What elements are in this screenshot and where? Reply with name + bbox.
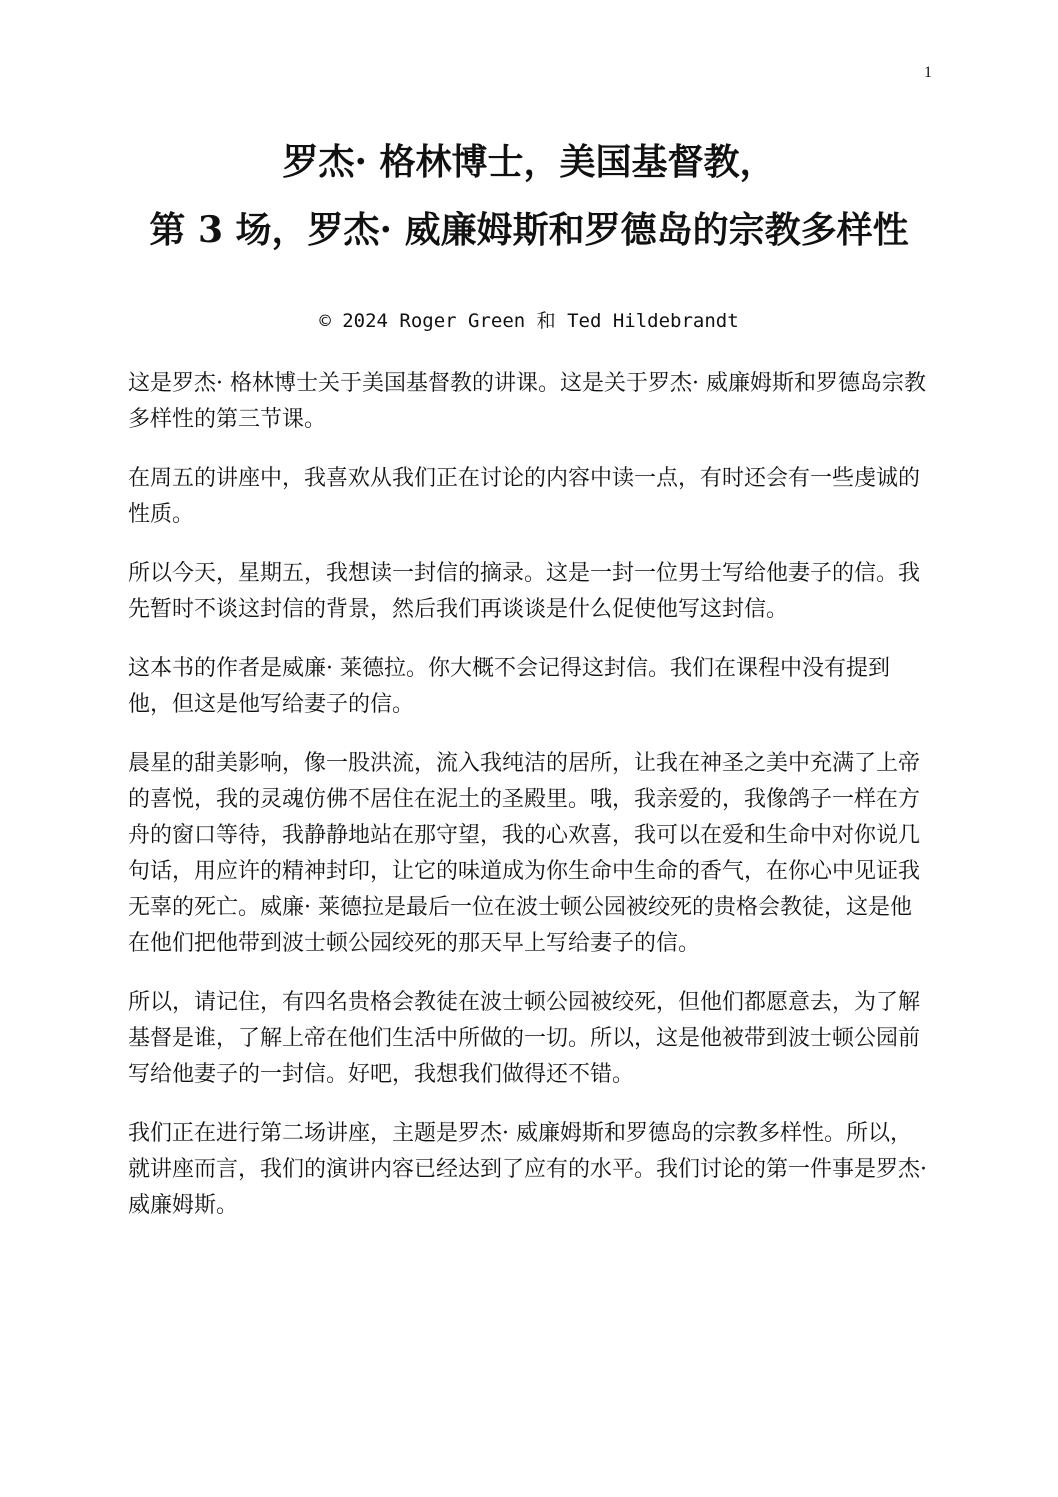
paragraph: 我们正在进行第二场讲座，主题是罗杰· 威廉姆斯和罗德岛的宗教多样性。所以，就讲座而言，我们的演讲内容已经达到了应有的水平。我们讨论的第一件事是罗杰· 威廉姆斯。 [128, 1121, 927, 1218]
copyright-line: © 2024 Roger Green 和 Ted Hildebrandt [319, 310, 739, 332]
title-line-1: 罗杰· 格林博士，美国基督教， [282, 141, 776, 183]
paragraph: 所以，请记住，有四名贵格会教徒在波士顿公园被绞死，但他们都愿意去，为了解基督是谁，了解上帝在他们生活中所做的一切。所以，这是他被带到波士顿公园前写给他妻子的一封信。好吧，我想我们做得还不错。 [128, 990, 921, 1087]
paragraph: 在周五的讲座中，我喜欢从我们正在讨论的内容中读一点，有时还会有一些虔诚的性质。 [128, 466, 921, 527]
paragraph: 这是罗杰· 格林博士关于美国基督教的讲课。这是关于罗杰· 威廉姆斯和罗德岛宗教多样性的第三节课。 [128, 371, 926, 432]
paragraph: 所以今天，星期五，我想读一封信的摘录。这是一封一位男士写给他妻子的信。我先暂时不谈这封信的背景，然后我们再谈谈是什么促使他写这封信。 [128, 561, 921, 622]
title-line-2: 第 3 场，罗杰· 威廉姆斯和罗德岛的宗教多样性 [149, 209, 909, 251]
page-number: 1 [924, 64, 932, 81]
body-text [128, 366, 930, 1247]
paragraph: 这本书的作者是威廉· 莱德拉。你大概不会记得这封信。我们在课程中没有提到他，但这是他写给妻子的信。 [128, 656, 890, 717]
paragraph: 晨星的甜美影响，像一股洪流，流入我纯洁的居所，让我在神圣之美中充满了上帝的喜悦，我的灵魂仿佛不居住在泥土的圣殿里。哦，我亲爱的，我像鸽子一样在方舟的窗口等待，我静静地站在那守望，我的心欢喜，我可以在爱和生命中对你说几句话，用应许的精神封印，让它的味道成为你生命中生命的香气，在你心中见证我无辜的死亡。威廉· 莱德拉是最后一位在波士顿公园被绞死的贵格会教徒，这是他在他们把他带到波士顿公园绞死的那天早上写给妻子的信。 [128, 751, 921, 956]
